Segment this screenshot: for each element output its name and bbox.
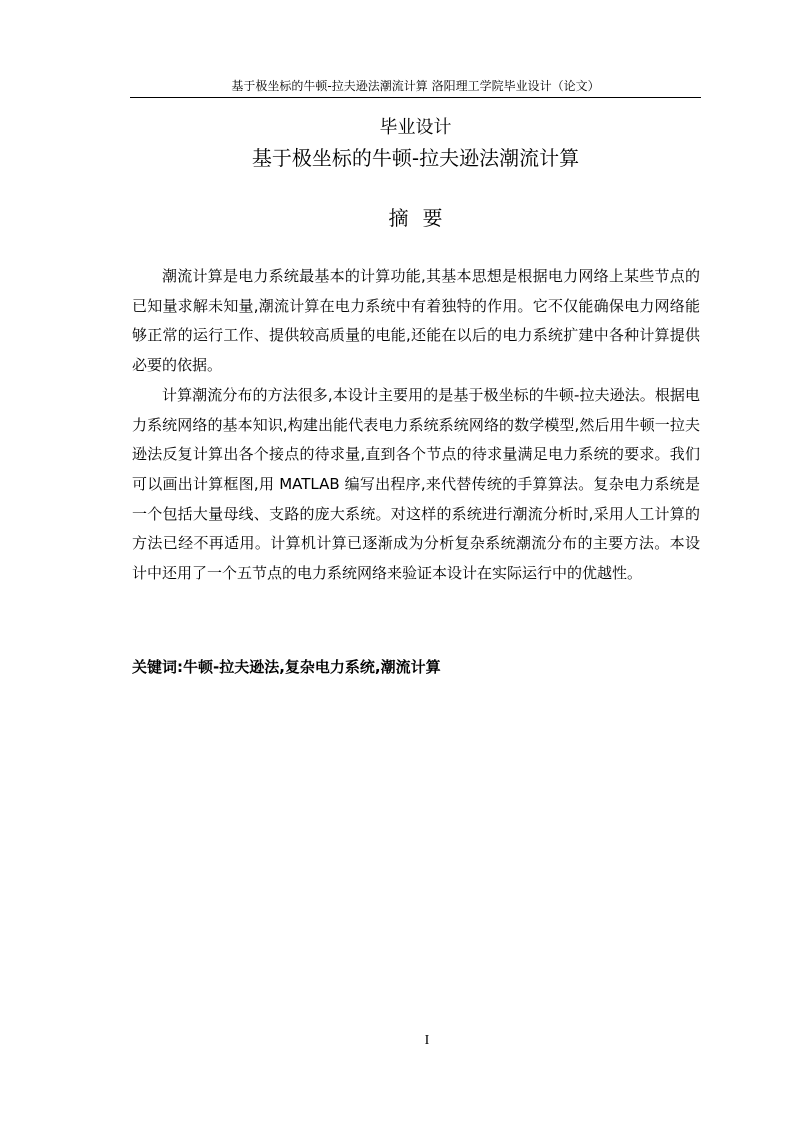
abstract-paragraph: 潮流计算是电力系统最基本的计算功能,其基本思想是根据电力网络上某些节点的已知量求解未知量,潮流计算在电力系统中有着独特的作用。它不仅能确保电力网络能够正常的运行工作、提供较高质量的电能,还能在以后的电力系统扩建中各种计算提供必要的依据。 — [132, 267, 700, 375]
page-number: I — [424, 1033, 430, 1048]
document-type-label: 毕业设计 — [379, 117, 452, 138]
running-header: 基于极坐标的牛顿-拉夫逊法潮流计算 洛阳理工学院毕业设计（论文） — [231, 79, 600, 93]
abstract-body — [132, 262, 700, 589]
abstract-paragraph: 计算潮流分布的方法很多,本设计主要用的是基于极坐标的牛顿-拉夫逊法。根据电力系统网络的基本知识,构建出能代表电力系统系统网络的数学模型,然后用牛顿一拉夫逊法反复计算出各个接点的待求量,直到各个节点的待求量满足电力系统的要求。我们可以画出计算框图,用 MATLAB 编写出程序,来代替传统的手算算法。复杂电力系统是一个包括大量母线、支路的庞大系统。对这样的系统进行潮流分析时,采用人工计算的方法已经不再适用。计算机计算已逐渐成为分析复杂系统潮流分布的主要方法。本设计中还用了一个五节点的电力系统网络来验证本设计在实际运行中的优越性。 — [132, 385, 700, 583]
keywords-line: 关键词:牛顿-拉夫逊法,复杂电力系统,潮流计算 — [132, 658, 441, 676]
abstract-heading: 摘要 — [388, 206, 457, 230]
document-title: 基于极坐标的牛顿-拉夫逊法潮流计算 — [251, 146, 580, 170]
header-divider — [130, 97, 701, 98]
